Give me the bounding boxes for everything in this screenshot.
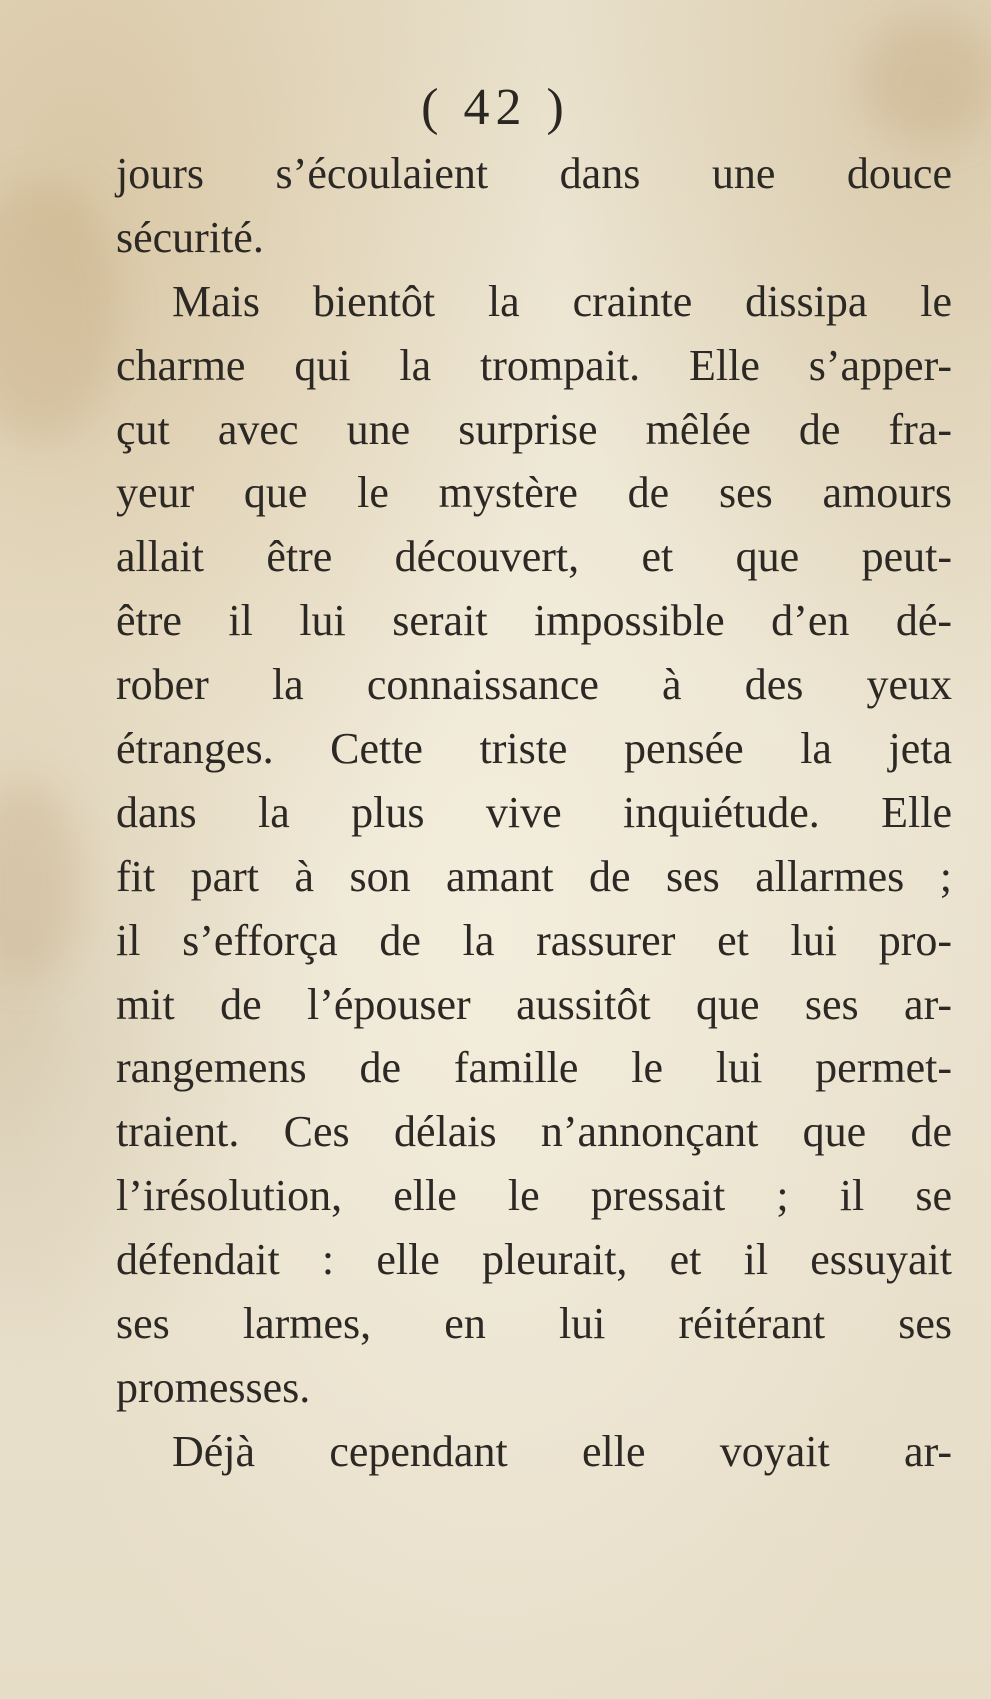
text-line: yeur que le mystère de ses amours bbox=[116, 468, 952, 518]
text-line: rangemens de famille le lui permet- bbox=[116, 1043, 952, 1093]
text-line: Mais bientôt la crainte dissipa le bbox=[172, 276, 952, 326]
text-line: ses larmes, en lui réitérant ses bbox=[116, 1299, 952, 1349]
text-line: traient. Ces délais n’annonçant que de bbox=[116, 1107, 952, 1157]
text-line: mit de l’épouser aussitôt que ses ar- bbox=[116, 979, 952, 1029]
text-line: çut avec une surprise mêlée de fra- bbox=[116, 404, 952, 454]
body-text bbox=[116, 142, 952, 1484]
paper-stain bbox=[0, 780, 80, 980]
text-line: défendait : elle pleurait, et il essuyait bbox=[116, 1235, 952, 1285]
text-line: l’irésolution, elle le pressait ; il se bbox=[116, 1171, 952, 1221]
page-number: ( 42 ) bbox=[421, 79, 570, 136]
text-line: rober la connaissance à des yeux bbox=[116, 660, 952, 710]
text-line: étranges. Cette triste pensée la jeta bbox=[116, 724, 952, 774]
text-line: il s’efforça de la rassurer et lui pro- bbox=[116, 915, 952, 965]
text-line: allait être découvert, et que peut- bbox=[116, 532, 952, 582]
text-line: être il lui serait impossible d’en dé- bbox=[116, 596, 952, 646]
text-line: Déjà cependant elle voyait ar- bbox=[172, 1426, 952, 1476]
text-line: promesses. bbox=[116, 1362, 311, 1412]
text-line: jours s’écoulaient dans une douce bbox=[116, 149, 952, 198]
text-line: charme qui la trompait. Elle s’apper- bbox=[116, 340, 952, 390]
text-line: dans la plus vive inquiétude. Elle bbox=[116, 787, 952, 837]
paper-stain bbox=[0, 180, 120, 440]
text-line: fit part à son amant de ses allarmes ; bbox=[116, 851, 952, 901]
text-line: sécurité. bbox=[116, 212, 264, 262]
